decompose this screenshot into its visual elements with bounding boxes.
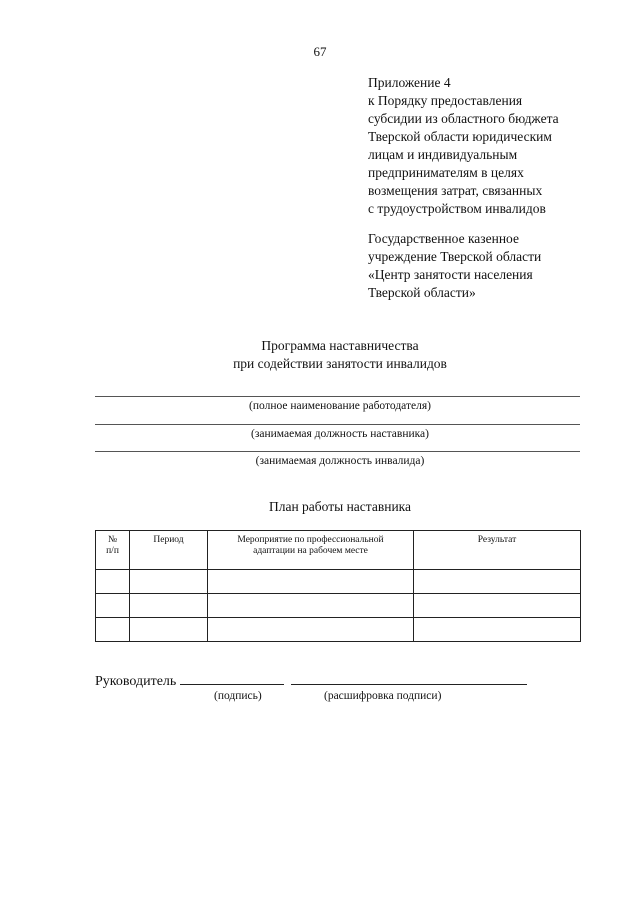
disabled-position-caption: (занимаемая должность инвалида) xyxy=(255,455,425,467)
appendix-line: лицам и индивидуальным xyxy=(368,147,518,162)
header-number xyxy=(96,531,130,570)
header-activity-line1: Мероприятие по профессиональной xyxy=(237,535,384,545)
page-number: 67 xyxy=(313,44,327,59)
program-title xyxy=(0,337,640,373)
header-result: Результат xyxy=(414,531,581,570)
table-cell[interactable] xyxy=(208,594,414,618)
table-cell[interactable] xyxy=(96,594,130,618)
signature-block xyxy=(95,672,527,690)
table-cell[interactable] xyxy=(130,570,208,594)
signature-decoding-fill-line[interactable] xyxy=(291,672,527,685)
table-row xyxy=(96,594,581,618)
table-cell[interactable] xyxy=(414,594,581,618)
signature-decoding-caption: (расшифровка подписи) xyxy=(324,690,442,702)
appendix-heading xyxy=(368,74,559,218)
appendix-line: с трудоустройством инвалидов xyxy=(368,201,546,216)
table-cell[interactable] xyxy=(130,618,208,642)
employer-caption: (полное наименование работодателя) xyxy=(249,400,431,412)
header-number-line1: № xyxy=(107,535,118,545)
mentor-plan-table xyxy=(95,530,581,642)
signature-fill-line[interactable] xyxy=(180,672,284,685)
appendix-line: к Порядку предоставления xyxy=(368,93,523,108)
table-cell[interactable] xyxy=(96,570,130,594)
header-period: Период xyxy=(130,531,208,570)
employer-fill-line[interactable] xyxy=(95,396,580,397)
institution-line: Государственное казенное xyxy=(368,231,519,246)
table-cell[interactable] xyxy=(208,618,414,642)
institution-line: учреждение Тверской области xyxy=(368,249,542,264)
header-activity xyxy=(208,531,414,570)
table-row xyxy=(96,570,581,594)
disabled-position-fill-line[interactable] xyxy=(95,451,580,452)
appendix-line: предпринимателям в целях xyxy=(368,165,524,180)
header-activity-line2: адаптации на рабочем месте xyxy=(253,546,368,556)
appendix-line: Приложение 4 xyxy=(368,75,451,90)
mentor-position-caption: (занимаемая должность наставника) xyxy=(251,428,429,440)
signature-label: Руководитель xyxy=(95,674,177,689)
header-number-line2: п/п xyxy=(106,546,119,556)
table-cell[interactable] xyxy=(208,570,414,594)
institution-addressee xyxy=(368,230,541,302)
table-cell[interactable] xyxy=(414,570,581,594)
table-header-row xyxy=(96,531,581,570)
appendix-line: субсидии из областного бюджета xyxy=(368,111,559,126)
table-row xyxy=(96,618,581,642)
table-cell[interactable] xyxy=(96,618,130,642)
program-title-line1: Программа наставничества xyxy=(261,338,419,353)
signature-caption: (подпись) xyxy=(214,690,262,702)
institution-line: «Центр занятости населения xyxy=(368,267,533,282)
institution-line: Тверской области» xyxy=(368,285,476,300)
plan-title: План работы наставника xyxy=(268,499,412,514)
program-title-line2: при содействии занятости инвалидов xyxy=(233,356,447,371)
table-cell[interactable] xyxy=(414,618,581,642)
appendix-line: Тверской области юридическим xyxy=(368,129,552,144)
appendix-line: возмещения затрат, связанных xyxy=(368,183,543,198)
mentor-position-fill-line[interactable] xyxy=(95,424,580,425)
table-cell[interactable] xyxy=(130,594,208,618)
